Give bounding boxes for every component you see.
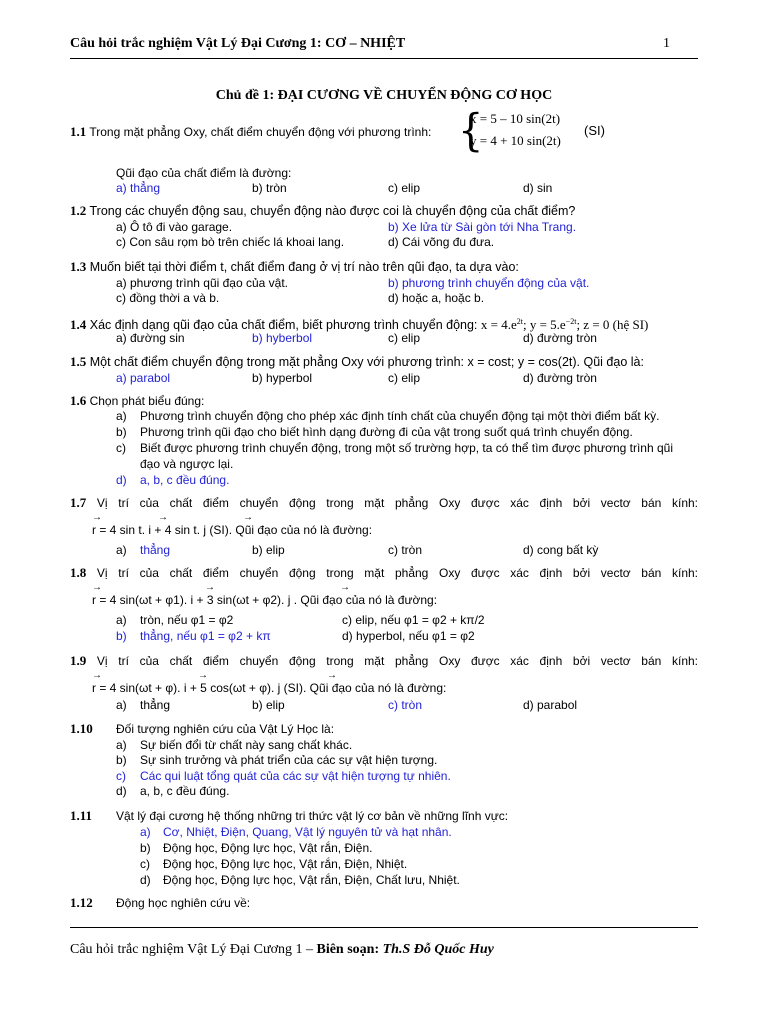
question-number: 1.11 <box>70 808 93 823</box>
option-c: c) elip <box>388 331 421 345</box>
page-number: 1 <box>663 36 670 51</box>
sub-question: Qũi đạo của chất điểm là đường: <box>116 166 292 180</box>
question-1-4: 1.4 Xác định dạng qũi đạo của chất điểm, biết phương trình chuyển động: $x = 4.e^{2t}$; $y = 5.e^{-2t}$; z = 0 (hệ SI) <box>70 317 649 333</box>
option-b: thẳng, nếu φ1 = φ2 + kπ <box>140 629 271 643</box>
question-1-3: 1.3 Muốn biết tại thời điểm t, chất điểm đang ở vị trí nào trên qũi đạo, ta dựa vào: <box>70 259 519 274</box>
option-d: d) hyperbol, nếu φ1 = φ2 <box>342 629 475 643</box>
vector-equation: r = 4 sin(ωt + φ). i + 5 cos(ωt + φ). j (SI). Qũi đạo của nó là đường: <box>92 681 447 695</box>
vector-equation: r = 4 sin t. i + 4 sin t. j (SI). Qũi đạo của nó là đường: <box>92 523 373 537</box>
option-c: Động học, Động lực học, Vật rắn, Điện, Nhiệt. <box>163 857 408 871</box>
option-a: a) Ô tô đi vào garage. <box>116 220 233 234</box>
option-b: b) Xe lửa từ Sài gòn tới Nha Trang. <box>388 220 577 234</box>
option-a: tròn, nếu φ1 = φ2 <box>140 613 234 627</box>
option-d: d) đường tròn <box>523 331 597 345</box>
option-c: c) đồng thời a và b. <box>116 291 220 305</box>
question-number: 1.12 <box>70 895 93 910</box>
option-a: Sự biến đổi từ chất này sang chất khác. <box>140 738 353 752</box>
option-c: Biết được phương trình chuyển động, trong một số trường hợp, ta có thể tìm được phương trình qũi <box>140 441 673 455</box>
question-1-7: 1.7 Vị trí của chất điểm chuyển động trong mặt phẳng Oxy được xác định bởi vectơ bán kính: <box>70 495 699 510</box>
option-c-cont: đạo và ngược lại. <box>140 457 234 471</box>
option-a: a) parabol <box>116 371 171 385</box>
question-1-9: 1.9 Vị trí của chất điểm chuyển động trong mặt phẳng Oxy được xác định bởi vectơ bán kính: <box>70 653 699 668</box>
option-d: d) sin <box>523 181 553 195</box>
option-b: Động học, Động lực học, Vật rắn, Điện. <box>163 841 373 855</box>
option-b: b) elip <box>252 698 285 712</box>
option-a: a) thẳng <box>116 181 161 195</box>
question-1-6: 1.6 Chọn phát biểu đúng: <box>70 393 205 408</box>
brace: { <box>458 105 484 157</box>
author-name: Th.S Đỗ Quốc Huy <box>382 942 494 957</box>
option-c: Các qui luật tổng quát của các sự vật hiện tượng tự nhiên. <box>140 769 451 783</box>
option-a: a) phương trình qũi đạo của vật. <box>116 276 289 290</box>
option-b: b) hyberbol <box>252 331 313 345</box>
option-c: c) elip <box>388 181 421 195</box>
option-d: a, b, c đều đúng. <box>140 784 230 798</box>
topic-title: Chủ đề 1: ĐẠI CƯƠNG VỀ CHUYỂN ĐỘNG CƠ HỌC <box>215 88 553 103</box>
question-1-2: 1.2 Trong các chuyển động sau, chuyển động nào được coi là chuyển động của chất điểm? <box>70 203 576 218</box>
option-c: c) elip, nếu φ1 = φ2 + kπ/2 <box>342 613 485 627</box>
vector-equation: r = 4 sin(ωt + φ1). i + 3 sin(ωt + φ2). j . Qũi đạo của nó là đường: <box>92 593 438 607</box>
option-c: c) tròn <box>388 543 423 557</box>
footer-rule <box>70 927 698 928</box>
option-d: d) Cái võng đu đưa. <box>388 235 495 249</box>
option-d: Động học, Động lực học, Vật rắn, Điện, Chất lưu, Nhiệt. <box>163 873 460 887</box>
option-d: d) hoặc a, hoặc b. <box>388 291 485 305</box>
question-1-10: Đối tượng nghiên cứu của Vật Lý Học là: <box>116 722 335 736</box>
question-1-5: 1.5 Một chất điểm chuyển động trong mặt phẳng Oxy với phương trình: x = cost; y = cos(2t). Qũi đạo là: <box>70 354 644 369</box>
option-b: Phương trình qũi đạo cho biết hình dạng đường đi của vật trong suốt quá trình chuyển động. <box>140 425 633 439</box>
header-title: Câu hỏi trắc nghiệm Vật Lý Đại Cương 1: CƠ – NHIỆT <box>70 36 406 51</box>
option-a: thẳng <box>140 543 171 557</box>
option-c: c) elip <box>388 371 421 385</box>
page-footer: Câu hỏi trắc nghiệm Vật Lý Đại Cương 1 – Biên soạn: Th.S Đỗ Quốc Huy <box>70 942 494 957</box>
option-d: d) parabol <box>523 698 578 712</box>
option-a: a) đường sin <box>116 331 185 345</box>
option-b: b) tròn <box>252 181 287 195</box>
option-d: d) cong bất kỳ <box>523 543 599 557</box>
option-b: b) elip <box>252 543 285 557</box>
question-1-1: 1.1 Trong mặt phẳng Oxy, chất điểm chuyển động với phương trình: <box>70 124 432 139</box>
option-d: a, b, c đều đúng. <box>140 473 230 487</box>
question-1-11: Vật lý đại cương hệ thống những tri thức vật lý cơ bản về những lĩnh vực: <box>116 809 509 823</box>
option-b: b) phương trình chuyển động của vật. <box>388 276 590 290</box>
option-a: Phương trình chuyển động cho phép xác định tính chất của chuyển động tại một thời điểm bất kỳ. <box>140 409 660 423</box>
option-b: Sự sinh trưởng và phát triển của các sự vật hiện tượng. <box>140 753 438 767</box>
page-header <box>70 36 700 52</box>
option-a: Cơ, Nhiệt, Điện, Quang, Vật lý nguyên tử và hạt nhân. <box>163 825 452 839</box>
question-1-12: Động học nghiên cứu về: <box>116 896 251 910</box>
question-number: 1.10 <box>70 721 93 736</box>
question-1-8: 1.8 Vị trí của chất điểm chuyển động trong mặt phẳng Oxy được xác định bởi vectơ bán kính: <box>70 565 699 580</box>
option-c: c) Con sâu rọm bò trên chiếc lá khoai lang. <box>116 235 345 249</box>
option-a: thẳng <box>140 698 171 712</box>
option-b: b) hyperbol <box>252 371 313 385</box>
option-d: d) đường tròn <box>523 371 597 385</box>
header-rule <box>70 58 698 59</box>
option-c: c) tròn <box>388 698 423 712</box>
